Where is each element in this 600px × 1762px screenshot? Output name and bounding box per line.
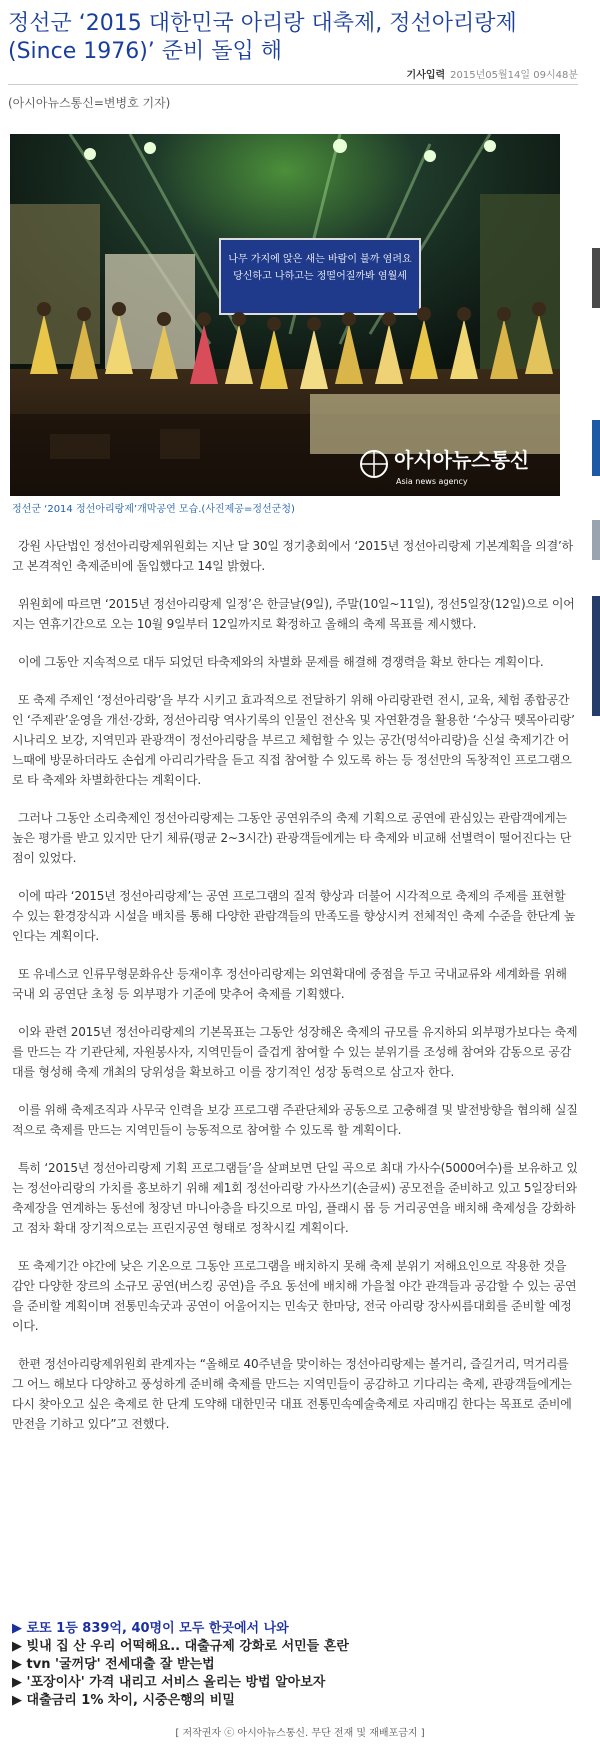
article-body — [12, 536, 578, 1452]
paragraph: 특히 ‘2015년 정선아리랑제 기획 프로그램들’을 살펴보면 단일 곡으로 최대 가사수(5000여수)를 보유하고 있는 정선아리랑의 가치를 홍보하기 위해 제1회 정선아리랑 가사쓰기(손글씨) 공모전을 준비하고 있고 5일장터와 축제장을 연계하는 동선에 청장년 마니아층을 타깃으로 마임, 플래시 몹 등 거리공연을 배치해 축제성을 강화하고 점차 확대 장기적으로는 프린지공연 형태로 정착시킬 계획이다. — [12, 1161, 578, 1235]
paragraph: 또 축제기간 야간에 낮은 기온으로 그동안 프로그램을 배치하지 못해 축제 분위기 저해요인으로 작용한 것을 감안 다양한 장르의 소규모 공연(버스킹 공연)을 주요 동선에 배치해 가을철 야간 관객들과 공감할 수 있는 공연을 준비할 계획이며 전통민속굿과 공연이 어울어지는 민속굿 한마당, 전국 아리랑 장사씨름대회를 준비할 예정이다. — [12, 1259, 577, 1333]
related-link[interactable]: ▶ 빚내 집 산 우리 어떡해요.. 대출규제 강화로 서민들 혼란 — [12, 1639, 349, 1654]
watermark-sub: Asia news agency — [396, 477, 468, 486]
side-strip-navy — [592, 596, 600, 716]
article-title: 정선군 ‘2015 대한민국 아리랑 대축제, 정선아리랑제 (Since 1976)’ 준비 돌입 해 — [8, 11, 517, 64]
related-link[interactable]: ▶ '포장이사' 가격 내리고 서비스 올리는 방법 알아보자 — [12, 1675, 326, 1690]
paragraph: 이와 관련 2015년 정선아리랑제의 기본목표는 그동안 성장해온 축제의 규모를 유지하되 외부평가보다는 축제를 만드는 각 기관단체, 자원봉사자, 지역민들이 즐겁게 참여할 수 있는 분위기를 조성해 참여와 감동으로 공감대를 형성해 축제 개최의 당위성을 확보하고 이를 장기적인 성장 동력으로 삼고자 한다. — [12, 1025, 578, 1079]
paragraph: 이에 따라 ‘2015년 정선아리랑제’는 공연 프로그램의 질적 향상과 더불어 시각적으로 축제의 주제를 표현할 수 있는 환경장식과 시설을 배치를 통해 다양한 관람객들의 만족도를 향상시켜 전체적인 축제 수준을 한단계 높인다는 계획이다. — [12, 889, 576, 943]
related-links — [12, 1620, 572, 1710]
related-link[interactable]: ▶ 로또 1등 839억, 40명이 모두 한곳에서 나와 — [12, 1621, 289, 1636]
side-strip-blue — [592, 420, 600, 476]
screen-lyric-2: 당신하고 나하고는 정떨어질까봐 염월세 — [233, 271, 407, 282]
date-label: 기사입력 — [406, 70, 446, 81]
screen-lyric-1: 나무 가지에 앉은 새는 바람이 불까 염려요 — [228, 254, 412, 265]
paragraph: 또 축제 주제인 ‘정선아리랑’을 부각 시키고 효과적으로 전달하기 위해 아리랑관련 전시, 교육, 체험 종합공간인 ‘주제관’운영을 개선·강화, 정선아리랑 역사기록의 인물인 전산옥 및 자연환경을 활용한 ‘수상극 뗏목아리랑’ 시나리오 보강, 지역민과 관광객이 정선아리랑을 부르고 체험할 수 있는 공간(멍석아리랑)을 신설 축제기간 어느때에 방문하더라도 손쉽게 아리리가락을 듣고 직접 참여할 수 있도록 하는 등 정선만의 독창적인 프로그램으로 타 축제와 차별화한다는 계획이다. — [12, 693, 575, 787]
paragraph: 이에 그동안 지속적으로 대두 되었던 타축제와의 차별화 문제를 해결해 경쟁력을 확보 한다는 계획이다. — [18, 655, 544, 669]
paragraph: 또 유네스코 인류무형문화유산 등재이후 정선아리랑제는 외연확대에 중점을 두고 국내교류와 세계화를 위해 국내 외 공연단 초청 등 외부평가 기준에 맞추어 축제를 기획했다. — [12, 967, 567, 1001]
paragraph: 그러나 그동안 소리축제인 정선아리랑제는 그동안 공연위주의 축제 기획으로 공연에 관심있는 관람객에게는 높은 평가를 받고 있지만 단기 체류(평균 2~3시간) 관광객들에게는 타 축제와 비교해 선별력이 떨어진다는 단점이 있었다. — [12, 811, 572, 865]
byline: (아시아뉴스통신=변병호 기자) — [8, 96, 171, 110]
related-link[interactable]: ▶ tvn '굴꺼당' 전세대출 잘 받는법 — [12, 1657, 215, 1672]
stage-performance-image — [10, 134, 560, 496]
watermark-name: 아시아뉴스통신 — [394, 448, 530, 472]
article-photo — [10, 134, 560, 496]
paragraph: 위원회에 따르면 ‘2015년 정선아리랑제 일정’은 한글날(9일), 주말(10일~11일), 정선5일장(12일)으로 이어지는 연휴기간으로 오는 10월 9일부터 12일까지로 확정하고 올해의 축제 목표를 제시했다. — [12, 597, 575, 631]
side-strip-gray — [592, 520, 600, 560]
side-strip-dark — [592, 248, 600, 308]
copyright-notice: [ 저작권자 ⓒ 아시아뉴스통신. 무단 전재 및 재배포금지 ] — [175, 1728, 425, 1739]
paragraph: 강원 사단법인 정선아리랑제위원회는 지난 달 30일 정기총회에서 ‘2015년 정선아리랑제 기본계획을 의결’하고 본격적인 축제준비에 돌입했다고 14일 밝혔다. — [12, 539, 574, 573]
paragraph: 한편 정선아리랑제위원회 관계자는 “올해로 40주년을 맞이하는 정선아리랑제는 볼거리, 즐길거리, 먹거리를 그 어느 해보다 다양하고 풍성하게 준비해 축제를 만드는 지역민들이 공감하고 기다리는 축제, 관광객들에게는 다시 찾아오고 싶은 축제로 한 단계 도약해 대한민국 대표 전통민속예술축제로 자리매김 한다는 목표로 준비에 만전을 기하고 있다”고 전했다. — [12, 1357, 572, 1431]
article-date: 2015년05월14일 09시48분 — [450, 70, 578, 81]
photo-caption: 정선군 ‘2014 정선아리랑제’개막공연 모습.(사진제공=정선군청) — [12, 504, 295, 515]
paragraph: 이를 위해 축제조직과 사무국 인력을 보강 프로그램 주관단체와 공동으로 고충해결 및 발전방향을 협의해 실질적으로 축제를 만드는 지역민들이 능동적으로 참여할 수 있도록 할 계획이다. — [12, 1103, 578, 1137]
article-meta — [8, 66, 578, 85]
related-link[interactable]: ▶ 대출금리 1% 차이, 시중은행의 비밀 — [12, 1693, 235, 1708]
